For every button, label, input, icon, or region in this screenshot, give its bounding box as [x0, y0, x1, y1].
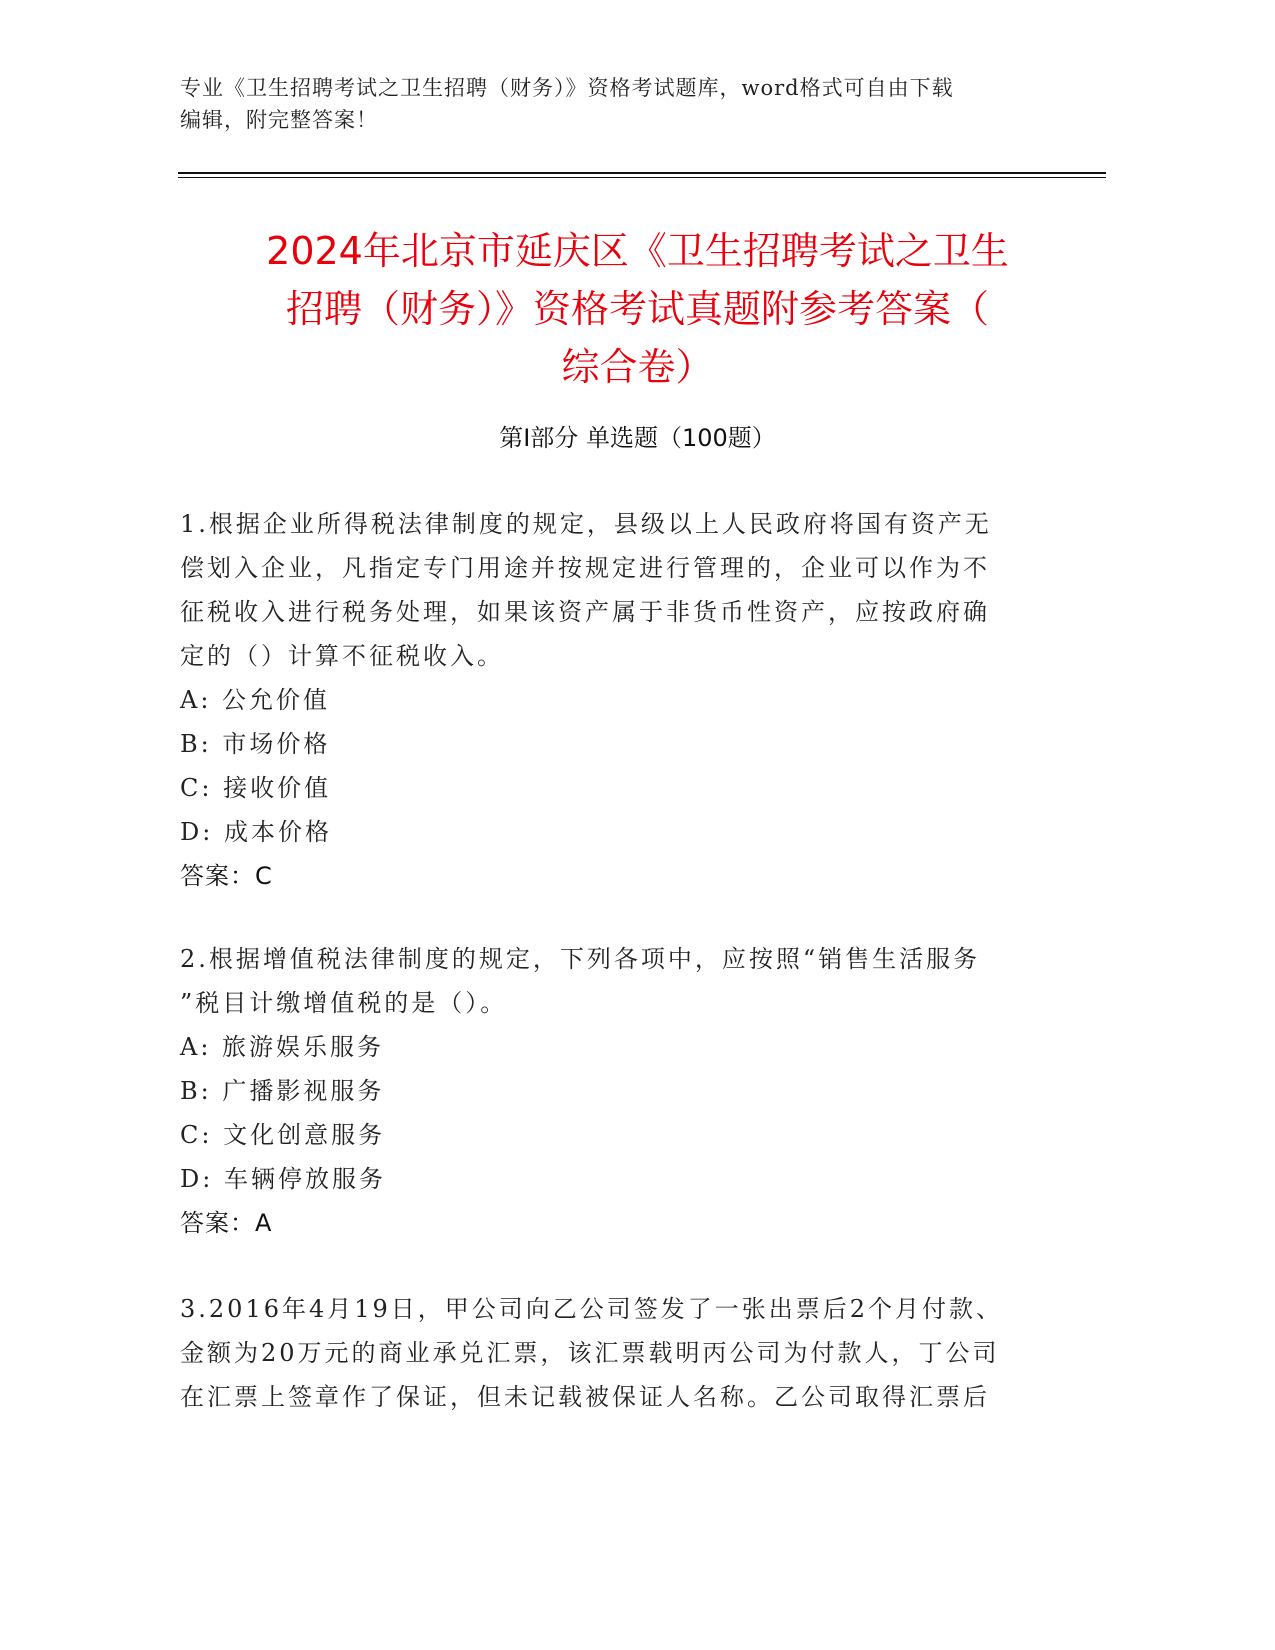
stem-line: 征税收入进行税务处理，如果该资产属于非货币性资产，应按政府确: [180, 598, 990, 626]
header-divider-thin: [178, 177, 1106, 178]
option-a: A: 旅游娱乐服务: [180, 1033, 385, 1061]
stem-line: 在汇票上签章作了保证，但未记载被保证人名称。乙公司取得汇票后: [180, 1383, 990, 1411]
stem-line: 金额为20万元的商业承兑汇票，该汇票载明丙公司为付款人，丁公司: [180, 1339, 1000, 1367]
stem-line: 2.根据增值税法律制度的规定，下列各项中，应按照“销售生活服务: [180, 945, 981, 973]
answer: 答案：A: [180, 1209, 273, 1237]
stem-line: 定的（）计算不征税收入。: [180, 642, 504, 670]
option-a: A: 公允价值: [180, 686, 331, 714]
header-note-line: 专业《卫生招聘考试之卫生招聘（财务）》资格考试题库，word格式可自由下载: [180, 76, 954, 100]
header-note-line: 编辑，附完整答案！: [180, 108, 378, 132]
stem-line: 3.2016年4月19日，甲公司向乙公司签发了一张出票后2个月付款、: [180, 1295, 1004, 1323]
stem-line: 偿划入企业，凡指定专门用途并按规定进行管理的，企业可以作为不: [180, 554, 990, 582]
title-line: 综合卷）: [561, 345, 714, 389]
option-d: D: 成本价格: [180, 818, 332, 846]
question-2: [180, 937, 1110, 1245]
title-line: 2024年北京市延庆区《卫生招聘考试之卫生: [266, 229, 1009, 273]
question-1: [180, 502, 1110, 898]
question-stem: [180, 937, 1110, 1025]
question-stem: [180, 502, 1110, 678]
stem-line: ”税目计缴增值税的是（）。: [180, 989, 508, 1017]
document-title: [150, 222, 1125, 396]
question-stem: [180, 1287, 1110, 1419]
option-c: C: 文化创意服务: [180, 1121, 386, 1149]
option-b: B: 广播影视服务: [180, 1077, 385, 1105]
option-b: B: 市场价格: [180, 730, 331, 758]
header-divider: [178, 172, 1106, 174]
title-line: 招聘（财务）》资格考试真题附参考答案（: [285, 287, 989, 331]
answer: 答案：C: [180, 862, 273, 890]
option-c: C: 接收价值: [180, 774, 332, 802]
header-note: [180, 72, 1100, 136]
stem-line: 1.根据企业所得税法律制度的规定，县级以上人民政府将国有资产无: [180, 510, 992, 538]
option-d: D: 车辆停放服务: [180, 1165, 386, 1193]
question-3: [180, 1287, 1110, 1419]
section-heading: 第Ⅰ部分 单选题（100题）: [499, 424, 776, 452]
